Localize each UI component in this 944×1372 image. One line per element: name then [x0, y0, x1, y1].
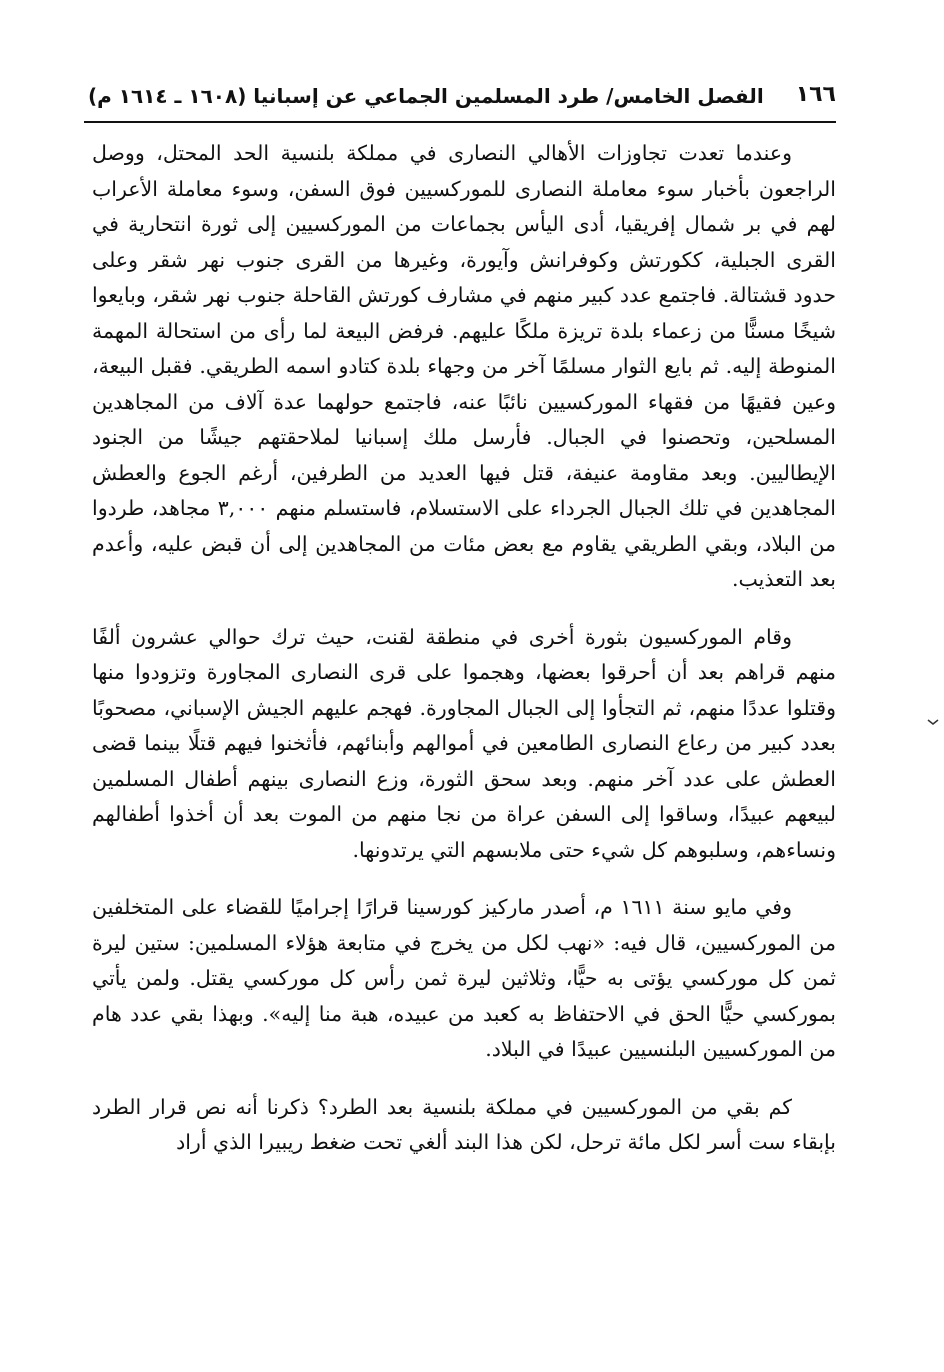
header-divider: [84, 121, 836, 123]
chapter-title: الفصل الخامس/ طرد المسلمين الجماعي عن إسبانيا (١٦٠٨ ـ ١٦١٤ م): [88, 84, 764, 108]
paragraph: كم بقي من الموركسيين في مملكة بلنسية بعد الطرد؟ ذكرنا أنه نص قرار الطرد بإبقاء ست أسر لكل مائة ترحل، لكن هذا البند ألغي تحت ضغط ريبيرا الذي أراد: [92, 1094, 836, 1154]
running-header: [88, 80, 836, 116]
paragraph: وعندما تعدت تجاوزات الأهالي النصارى في مملكة بلنسية الحد المحتل، ووصل الراجعون بأخبار سوء معاملة النصارى للموركسيين فوق السفن، وسوء معاملة الأعراب لهم في بر شمال إفريقيا، أدى اليأس بجماعات من الموركسيين إلى ثورة انتحارية في القرى الجبلية، ككورتش وكوفرانش وآيورة، وغيرها من القرى جنوب نهر شقر وعلى حدود قشتالة. فاجتمع عدد كبير منهم في مشارف كورتش القاحلة جنوب نهر شقر، وبايعوا شيخًا مسنًّا من زعماء بلدة تريزة ملكًا عليهم. فرفض البيعة لما رأى من استحالة المهمة المنوطة إليه. ثم بايع الثوار مسلمًا آخر من وجهاء بلدة كتادو اسمه الطريقي. فقبل البيعة، وعين فقيهًا من فقهاء الموركسيين نائبًا عنه، فاجتمع حولهما عدة آلاف من المجاهدين المسلحين، وتحصنوا في الجبال. فأرسل ملك إسبانيا لملاحقتهم جيشًا من الجنود الإيطاليين. وبعد مقاومة عنيفة، قتل فيها العديد من الطرفين، أرغم الجوع والعطش المجاهدين في تلك الجبال الجرداء على الاستسلام، فاستسلم منهم ٣,٠٠٠ مجاهد، طردوا من البلاد، وبقي الطريقي يقاوم مع بعض مئات من المجاهدين إلى أن قبض عليه، وأعدم بعد التعذيب.: [91, 141, 836, 591]
page-number: ١٦٦: [795, 82, 836, 107]
paragraph: وقام الموركسيون بثورة أخرى في منطقة لقنت، حيث ترك حوالي عشرون ألفًا منهم قراهم بعد أن أحرقوا بعضها، وهجموا على قرى النصارى المجاورة وتزودوا منها وقتلوا عددًا منهم، ثم التجأوا إلى الجبال المجاورة. فهجم عليهم الجيش الإسباني، مصحوبًا بعدد كبير من رعاع النصارى الطامعين في أموالهم وأبنائهم، فأثخنوا فيهم قتلًا بينما قضى العطش على عدد آخر منهم. وبعد سحق الثورة، وزع النصارى بينهم أطفال المسلمين لبيعهم عبيدًا، وساقوا إلى السفن عراة من نجا منهم من الموت بعد أن أخذوا أطفالهم ونساءهم، وسلبوهم كل شيء حتى ملابسهم التي يرتدونها.: [92, 624, 836, 862]
body-text: [92, 136, 836, 1183]
paragraph: وفي مايو سنة ١٦١١ م، أصدر ماركيز كورسينا قرارًا إجراميًا للقضاء على المتخلفين من الموركسيين، قال فيه: «نهب لكل من يخرج في متابعة هؤلاء المسلمين: ستين ليرة ثمن كل موركسي يؤتى به حيًّا، وثلاثين ليرة ثمن رأس كل موركسي يقتل. ولمن يأتي بموركسي حيًّا الحق في الاحتفاظ به كعبد من عبيده، هبة منا إليه». وبهذا بقي عدد هام من الموركسيين البلنسيين عبيدًا في البلاد.: [92, 895, 836, 1061]
margin-mark-icon: [927, 718, 939, 726]
